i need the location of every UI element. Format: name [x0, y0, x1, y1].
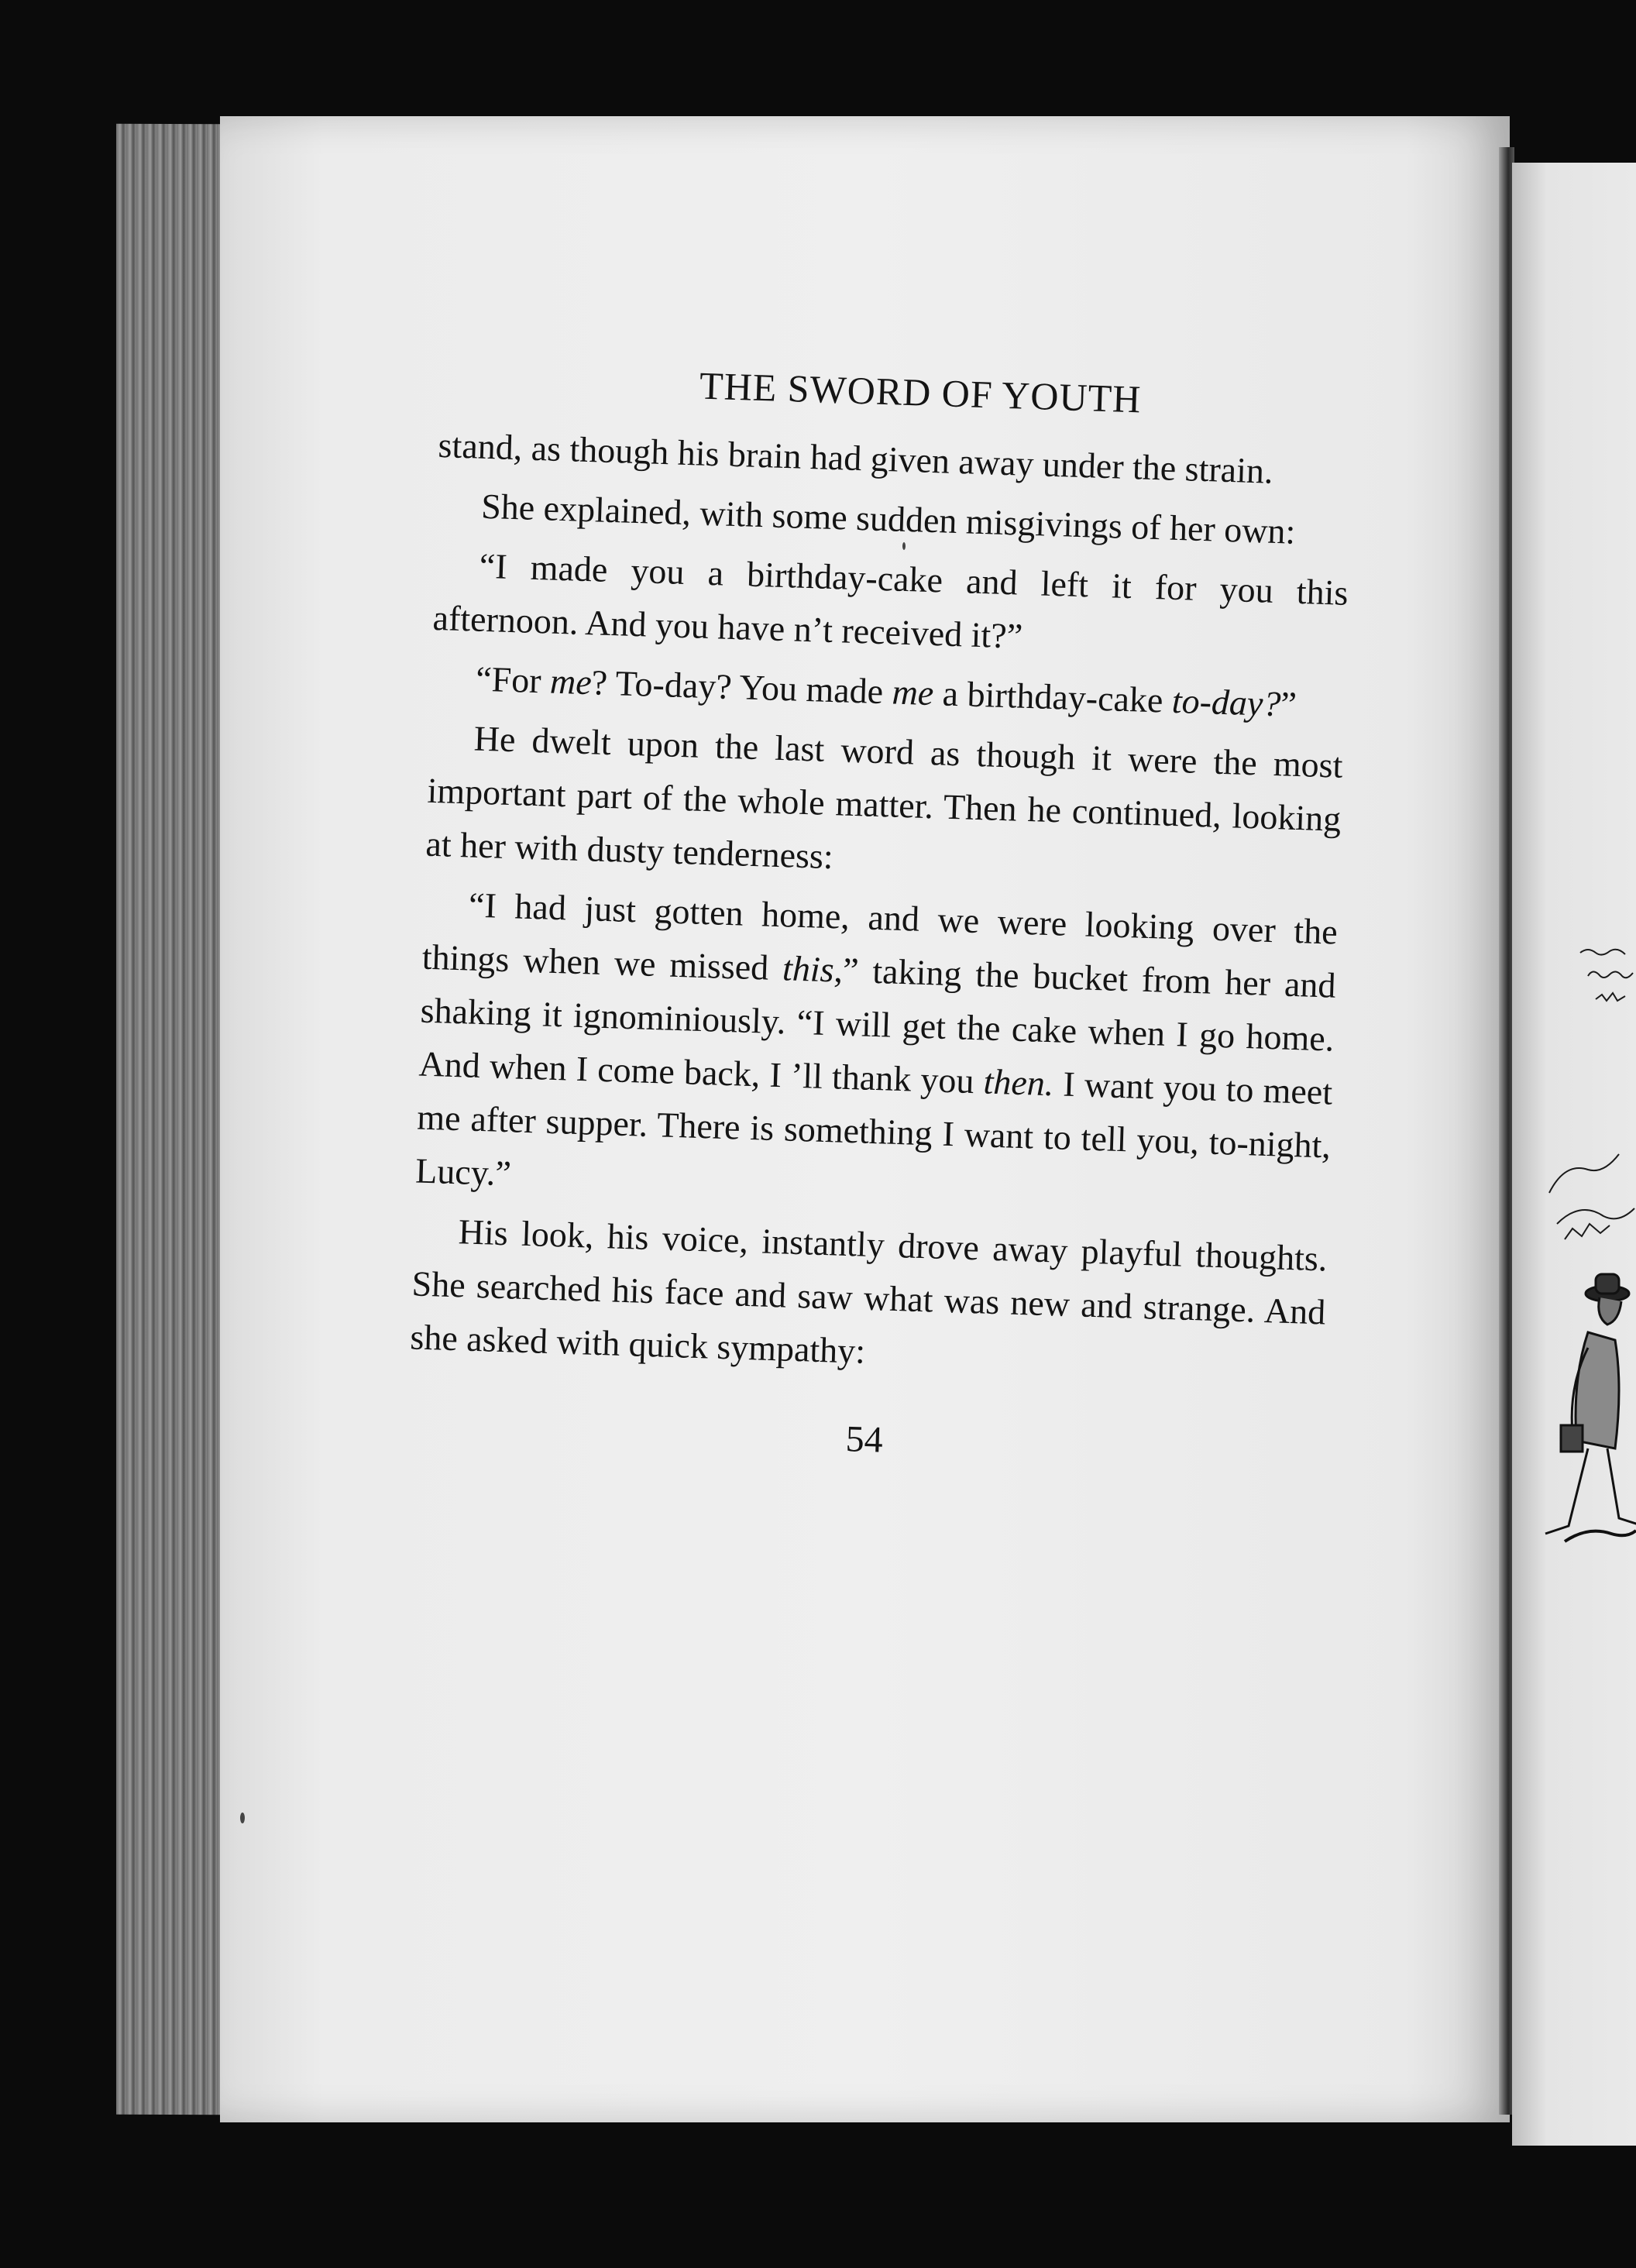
sketch-stroke	[1565, 1224, 1610, 1239]
dust-speck	[240, 1813, 245, 1823]
italic-run: me	[549, 661, 593, 703]
text-run: “I had just gotten home, and we were looking over the things when we missed	[421, 885, 1339, 988]
body-text	[410, 418, 1353, 1392]
text-run: ”	[1280, 684, 1297, 724]
figure-head	[1599, 1297, 1621, 1325]
text-run: ,” taking the bucket from her and shaking it ignominiously. “I will get the cake when I go home. And when I come back, I ’ll thank you	[418, 950, 1337, 1101]
paragraph	[410, 1203, 1328, 1392]
italic-run: then.	[982, 1061, 1055, 1104]
text-run: His look, his voice, instantly drove away playful thoughts. She searched his face and saw what was new and strange. And she asked with quick sympathy:	[409, 1211, 1328, 1371]
italic-run: me	[891, 672, 935, 713]
text-run: ? To-day? You made	[590, 662, 893, 712]
paragraph	[432, 538, 1349, 673]
italic-run: this	[782, 948, 835, 990]
text-run: He dwelt upon the last word as though it were the most important part of the whole matter. Then he continued, looking at her with dusty tenderness:	[424, 718, 1344, 877]
text-run: She explained, with some sudden misgivings of her own:	[480, 486, 1297, 552]
sketch-stroke	[1580, 950, 1625, 955]
sketch-stroke	[1596, 993, 1625, 1001]
running-head: THE SWORD OF YOUTH	[699, 363, 1143, 421]
text-run: “I made you a birthday-cake and left it for you this afternoon. And you have n’t received it?”	[431, 545, 1349, 656]
sketch-ground	[1565, 1531, 1636, 1541]
figure-leg-right	[1607, 1448, 1636, 1524]
sketch-stroke	[1588, 971, 1633, 978]
sketch-stroke	[1549, 1154, 1619, 1193]
sketch-stroke	[1557, 1208, 1634, 1224]
text-run: I want you to meet me after supper. There is something I want to tell you, to-night, Lucy.”	[414, 1064, 1333, 1194]
page-text	[407, 341, 1355, 1475]
page-number: 54	[844, 1418, 884, 1461]
paragraph	[425, 710, 1344, 899]
text-run: stand, as though his brain had given away under the strain.	[437, 424, 1274, 491]
paragraph	[414, 877, 1338, 1226]
sketch-figure	[1545, 1274, 1636, 1541]
page-edges	[116, 124, 225, 2115]
italic-run: to-day?	[1171, 680, 1282, 724]
figure-leg-left	[1545, 1448, 1588, 1534]
sketch-foliage	[1549, 950, 1634, 1239]
text-run: “For	[475, 658, 551, 701]
figure-bucket	[1561, 1425, 1583, 1452]
figure-hat-crown	[1596, 1274, 1619, 1294]
illustration-fragment	[1472, 914, 1636, 1611]
text-run: a birthday-cake	[933, 673, 1173, 720]
